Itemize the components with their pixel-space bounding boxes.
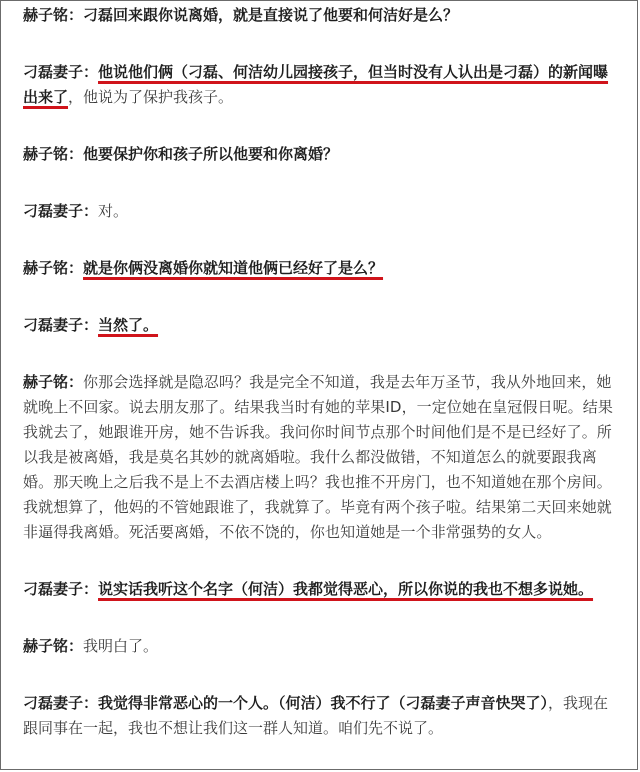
paragraph-text: 他要保护你和孩子所以他要和你离婚？ — [83, 145, 339, 163]
paragraph-10 — [23, 691, 615, 741]
paragraph-text: 你那会选择就是隐忍吗？我是完全不知道，我是去年万圣节，我从外地回来，她就晚上不回家。说去朋友那了。结果我当时有她的苹果ID，一定位她在皇冠假日呢。结果我就去了，她跟谁开房，她不告诉我。我问你时间节点那个时间他们是不是已经好了。所以我是被离婚，我是莫名其妙的就离婚啦。我什么都没做错，不知道怎么的就要跟我离婚。那天晚上之后我不是上不去酒店楼上吗？我也推不开房门，也不知道她在那个房间。我就想算了，他妈的不管她跟谁了，我就算了。毕竟有两个孩子啦。结果第二天回来她就非逼得我离婚。死活要离婚，不依不饶的，你也知道她是一个非常强势的女人。 — [23, 373, 613, 541]
speaker-label: 刁磊妻子： — [23, 694, 99, 712]
paragraph-text: ，他说为了保护我孩子。 — [68, 88, 234, 106]
paragraph-text: ，我现在跟同事在一起，我也不想让我们这一群人知道。咱们先不说了。 — [23, 694, 609, 737]
underlined-quote: 说实话我听这个名字（何洁）我都觉得恶心，所以你说的我也不想多说她。 — [98, 580, 594, 598]
underlined-quote: 他说他们俩（刁磊、何洁幼儿园接孩子，但当时没有人认出是刁磊）的新闻曝出来了 — [23, 63, 609, 106]
underlined-quote: 就是你俩没离婚你就知道他俩已经好了是么？ — [83, 259, 384, 277]
paragraph-3 — [23, 142, 615, 167]
paragraph-5 — [23, 256, 615, 281]
paragraph-text: 我明白了。 — [83, 637, 159, 655]
paragraph-1 — [23, 3, 615, 28]
paragraph-2 — [23, 60, 615, 110]
paragraph-8 — [23, 577, 615, 602]
speaker-label: 刁磊妻子： — [23, 63, 99, 81]
paragraph-6 — [23, 313, 615, 338]
speaker-label: 赫子铭： — [23, 145, 84, 163]
bold-quote: 我觉得非常恶心的一个人。（何洁）我不行了（刁磊妻子声音快哭了） — [98, 694, 549, 712]
speaker-label: 赫子铭： — [23, 637, 84, 655]
speaker-label: 刁磊妻子： — [23, 580, 99, 598]
paragraph-text: 对。 — [98, 202, 129, 220]
paragraph-4 — [23, 199, 615, 224]
speaker-label: 刁磊妻子： — [23, 316, 99, 334]
paragraph-9 — [23, 634, 615, 659]
speaker-label: 赫子铭： — [23, 6, 84, 24]
speaker-label: 赫子铭： — [23, 259, 84, 277]
speaker-label: 刁磊妻子： — [23, 202, 99, 220]
speaker-label: 赫子铭： — [23, 373, 84, 391]
paragraph-7 — [23, 370, 615, 545]
underlined-quote: 当然了。 — [98, 316, 159, 334]
paragraph-text: 刁磊回来跟你说离婚，就是直接说了他要和何洁好是么？ — [83, 6, 459, 24]
